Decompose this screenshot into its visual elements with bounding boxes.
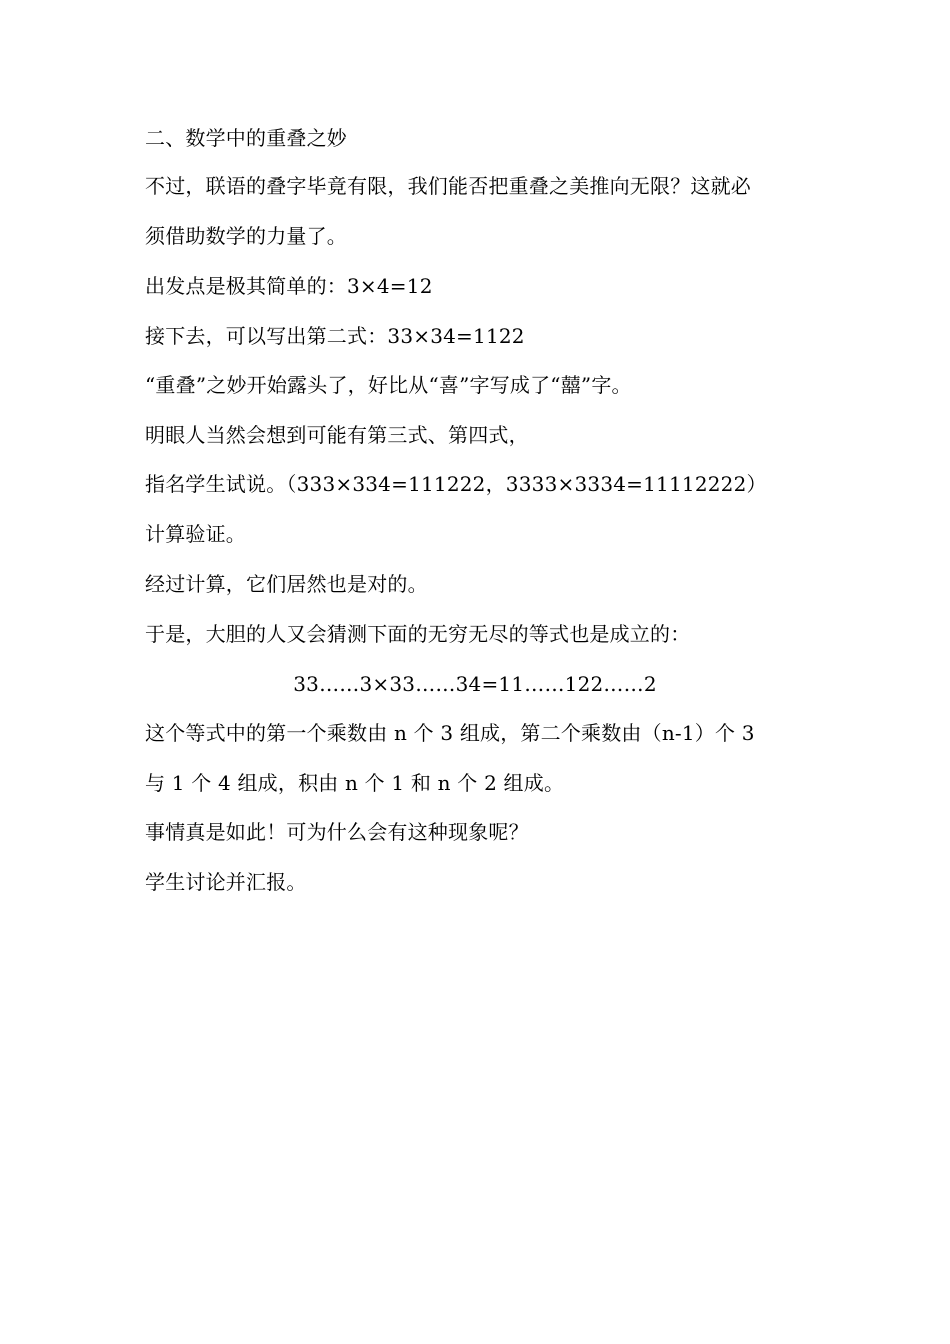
paragraph-line: 学生讨论并汇报。	[145, 870, 307, 894]
section-heading: 二、数学中的重叠之妙	[145, 126, 347, 150]
paragraph-line: 出发点是极其简单的：3×4=12	[145, 274, 433, 298]
paragraph-line: 计算验证。	[145, 522, 246, 546]
paragraph-line: “重叠”之妙开始露头了，好比从“喜”字写成了“囍”字。	[145, 373, 632, 397]
paragraph-line: 经过计算，它们居然也是对的。	[145, 572, 428, 596]
equation-line: 33……3×33……34=11……122……2	[293, 672, 657, 696]
paragraph-line: 指名学生试说。（333×334=111222，3333×3334=11112222）	[145, 472, 767, 496]
paragraph-line: 接下去，可以写出第二式：33×34=1122	[145, 324, 525, 348]
paragraph-line: 明眼人当然会想到可能有第三式、第四式，	[145, 423, 529, 447]
paragraph-line: 不过，联语的叠字毕竟有限，我们能否把重叠之美推向无限？这就必	[145, 174, 751, 198]
paragraph-line: 这个等式中的第一个乘数由 n 个 3 组成，第二个乘数由（n-1）个 3	[145, 721, 755, 745]
paragraph-line: 须借助数学的力量了。	[145, 224, 347, 248]
paragraph-line: 事情真是如此！可为什么会有这种现象呢？	[145, 820, 529, 844]
paragraph-line: 与 1 个 4 组成，积由 n 个 1 和 n 个 2 组成。	[145, 771, 565, 795]
paragraph-line: 于是，大胆的人又会猜测下面的无穷无尽的等式也是成立的：	[145, 622, 691, 646]
